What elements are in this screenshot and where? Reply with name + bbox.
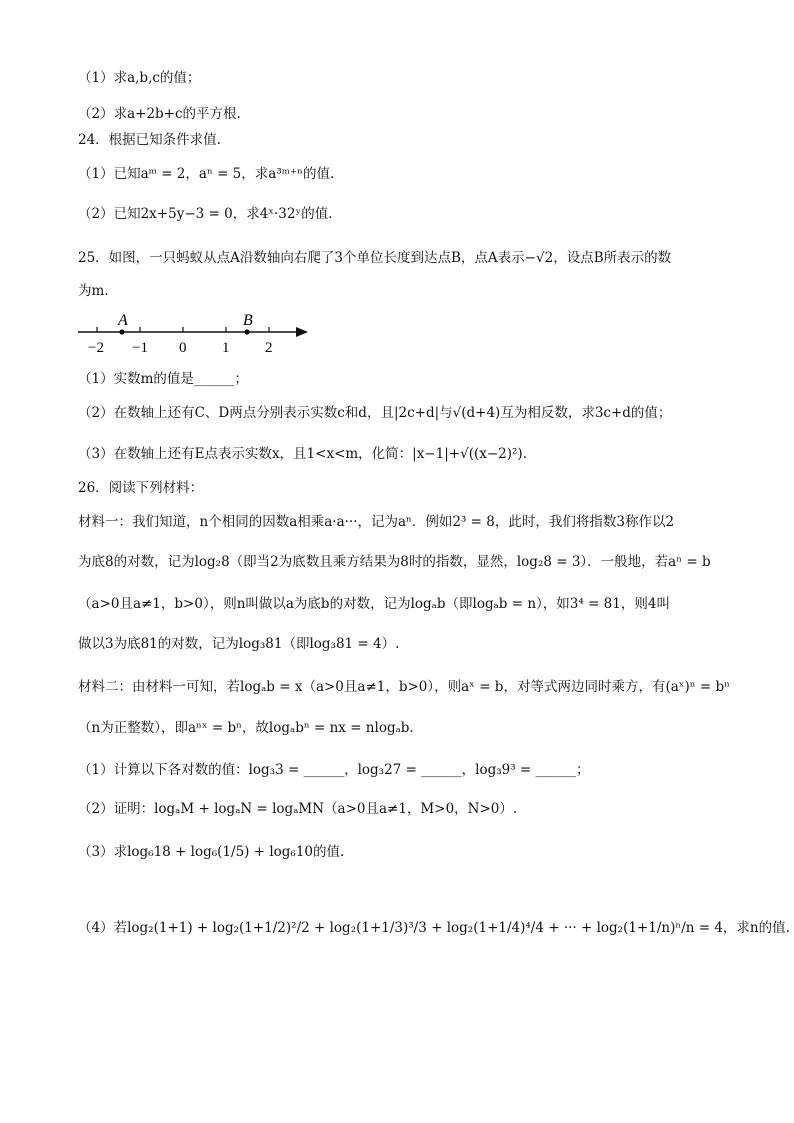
tick-label-neg2: −2: [88, 340, 104, 356]
q25-part2: （2）在数轴上还有C、D两点分别表示实数c和d，且|2c+d|与√(d+4)互为相反数，求3c+d的值；: [78, 405, 672, 421]
q26-part1: （1）计算以下各对数的值：log₃3 = ______，log₃27 = ______，log₃9³ = ______；: [78, 762, 590, 778]
q26-material1-line2: 为底8的对数，记为log₂8（即当2为底数且乘方结果为8时的指数，显然，log₂8 = 3）．一般地，若aⁿ = b: [78, 554, 711, 570]
point-b-dot: [244, 329, 249, 334]
tick-label-1: 1: [222, 340, 230, 356]
q23-part2: （2）求a+2b+c的平方根.: [78, 106, 241, 122]
q25-part1: （1）实数m的值是______；: [78, 371, 248, 387]
q24-part2: （2）已知2x+5y−3 = 0，求4ˣ·32ʸ的值.: [78, 206, 333, 222]
q26-material1-line1: 材料一：我们知道，n个相同的因数a相乘a·a···，记为aⁿ．例如2³ = 8，此时，我们将指数3称作以2: [78, 514, 675, 530]
q26-material2-line2: （n为正整数），即aⁿˣ = bⁿ，故logₐbⁿ = nx = nlogₐb.: [78, 720, 414, 736]
q26-part2: （2）证明：logₐM + logₐN = logₐMN（a>0且a≠1，M>0，N>0）.: [78, 801, 518, 817]
q24-title: 24．根据已知条件求值.: [78, 132, 221, 148]
q26-title: 26．阅读下列材料：: [78, 480, 204, 496]
number-line-arrow-icon: [296, 327, 308, 337]
tick-label-2: 2: [265, 340, 273, 356]
q25-stem-line2: 为m.: [78, 283, 109, 299]
q25-part3: （3）在数轴上还有E点表示实数x，且1<x<m，化简：|x−1|+√((x−2)²).: [78, 446, 527, 462]
q26-material1-line3: （a>0且a≠1，b>0），则n叫做以a为底b的对数，记为logₐb（即logₐb = n），如3⁴ = 81，则4叫: [78, 596, 670, 612]
q26-part3: （3）求log₆18 + log₆(1/5) + log₆10的值.: [78, 844, 345, 860]
q26-material2-line1: 材料二：由材料一可知，若logₐb = x（a>0且a≠1，b>0），则aˣ = b，对等式两边同时乘方，有(aˣ)ⁿ = bⁿ: [78, 679, 730, 695]
tick-label-0: 0: [179, 340, 187, 356]
point-a-dot: [119, 329, 124, 334]
q26-part4: （4）若log₂(1+1) + log₂(1+1/2)²/2 + log₂(1+1/3)³/3 + log₂(1+1/4)⁴/4 + ··· + log₂(1+1/n)ⁿ/n = 4，求n的值.: [78, 920, 790, 936]
tick-label-neg1: −1: [132, 340, 148, 356]
q26-material1-line4: 做以3为底81的对数，记为log₃81（即log₃81 = 4）.: [78, 636, 400, 652]
q24-part1: （1）已知aᵐ = 2，aⁿ = 5，求a³ᵐ⁺ⁿ的值.: [78, 166, 335, 182]
point-b-label: B: [243, 312, 253, 329]
q23-part1: （1）求a,b,c的值；: [78, 70, 201, 86]
number-line-figure: [76, 310, 316, 362]
point-a-label: A: [118, 312, 128, 329]
q25-stem-line1: 25．如图，一只蚂蚁从点A沿数轴向右爬了3个单位长度到达点B，点A表示−√2，设点B所表示的数: [78, 250, 672, 266]
